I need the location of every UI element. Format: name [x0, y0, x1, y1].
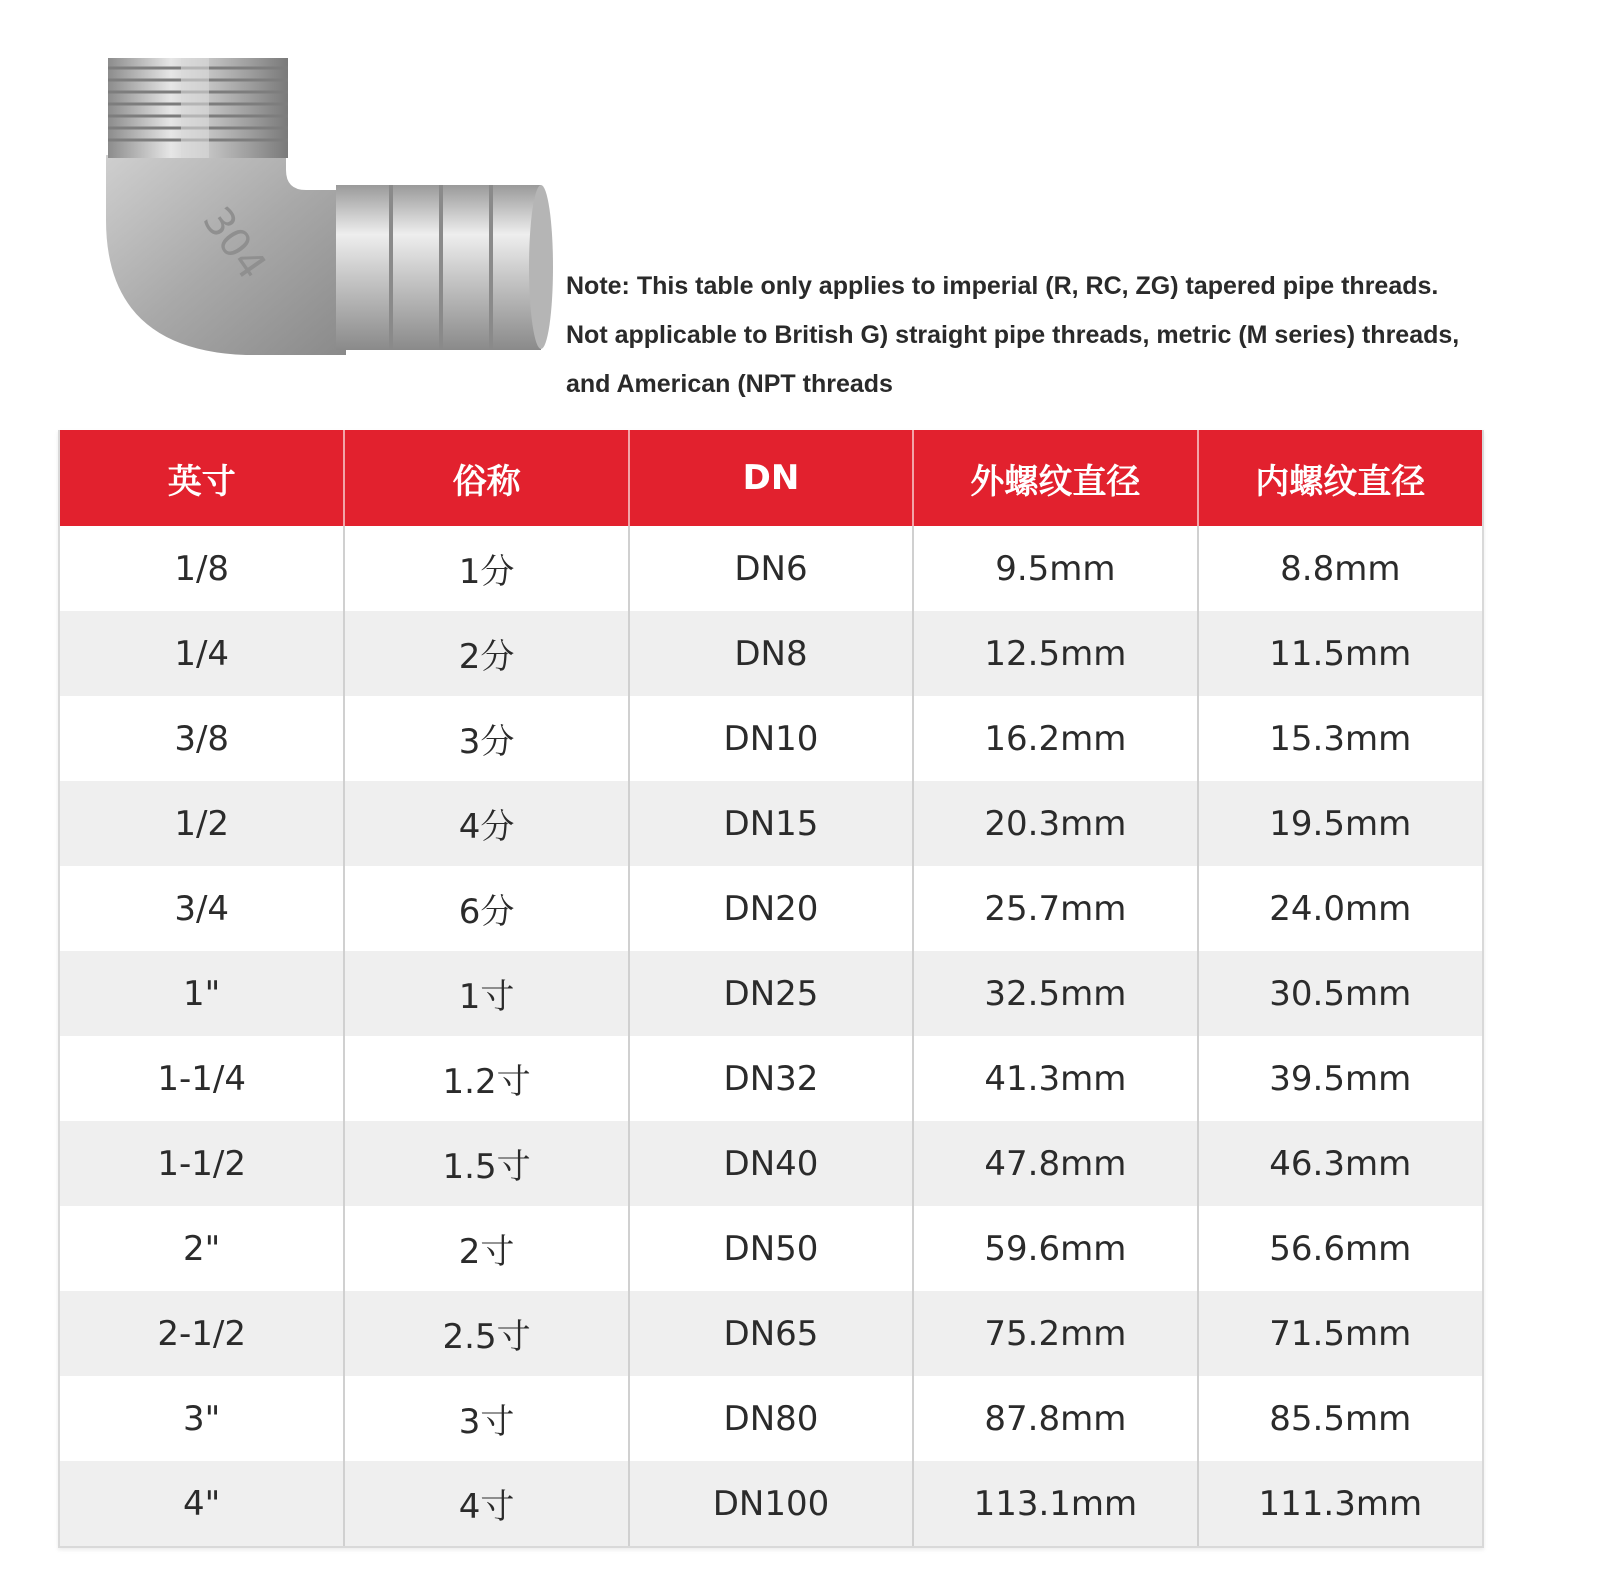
cell-inner-diameter: 56.6mm	[1198, 1206, 1482, 1291]
header-inner-thread-diameter: 内螺纹直径	[1198, 430, 1482, 526]
table-row	[60, 781, 1482, 866]
cell-inch: 2-1/2	[60, 1291, 344, 1376]
cell-dn: DN50	[629, 1206, 913, 1291]
cell-outer-diameter: 59.6mm	[913, 1206, 1197, 1291]
cell-dn: DN100	[629, 1461, 913, 1546]
cell-inner-diameter: 11.5mm	[1198, 611, 1482, 696]
table-row	[60, 1121, 1482, 1206]
cell-inner-diameter: 111.3mm	[1198, 1461, 1482, 1546]
table-row	[60, 611, 1482, 696]
cell-inner-diameter: 30.5mm	[1198, 951, 1482, 1036]
cell-inner-diameter: 19.5mm	[1198, 781, 1482, 866]
cell-dn: DN20	[629, 866, 913, 951]
table-row	[60, 696, 1482, 781]
cell-dn: DN65	[629, 1291, 913, 1376]
cell-dn: DN32	[629, 1036, 913, 1121]
cell-dn: DN40	[629, 1121, 913, 1206]
marking-304: 304	[193, 198, 275, 288]
cell-dn: DN80	[629, 1376, 913, 1461]
cell-common-name: 3分	[344, 696, 628, 781]
cell-outer-diameter: 32.5mm	[913, 951, 1197, 1036]
cell-common-name: 6分	[344, 866, 628, 951]
cell-outer-diameter: 9.5mm	[913, 526, 1197, 611]
cell-outer-diameter: 25.7mm	[913, 866, 1197, 951]
cell-dn: DN8	[629, 611, 913, 696]
cell-inner-diameter: 46.3mm	[1198, 1121, 1482, 1206]
cell-common-name: 3寸	[344, 1376, 628, 1461]
cell-inch: 3/8	[60, 696, 344, 781]
thread-size-table	[58, 430, 1484, 1548]
cell-common-name: 2.5寸	[344, 1291, 628, 1376]
table-row	[60, 866, 1482, 951]
cell-outer-diameter: 87.8mm	[913, 1376, 1197, 1461]
elbow-fitting-image	[96, 50, 556, 370]
header-common-name: 俗称	[344, 430, 628, 526]
cell-dn: DN25	[629, 951, 913, 1036]
table-header-row	[60, 430, 1482, 526]
cell-dn: DN6	[629, 526, 913, 611]
note-text	[566, 262, 1586, 409]
table-row	[60, 526, 1482, 611]
cell-inner-diameter: 71.5mm	[1198, 1291, 1482, 1376]
cell-common-name: 1寸	[344, 951, 628, 1036]
cell-inch: 1/4	[60, 611, 344, 696]
cell-outer-diameter: 12.5mm	[913, 611, 1197, 696]
cell-inch: 1/8	[60, 526, 344, 611]
cell-outer-diameter: 113.1mm	[913, 1461, 1197, 1546]
table-row	[60, 1376, 1482, 1461]
cell-inner-diameter: 8.8mm	[1198, 526, 1482, 611]
cell-inch: 2"	[60, 1206, 344, 1291]
cell-common-name: 4分	[344, 781, 628, 866]
table-row	[60, 1036, 1482, 1121]
cell-common-name: 1.2寸	[344, 1036, 628, 1121]
header-inch: 英寸	[60, 430, 344, 526]
cell-inch: 1/2	[60, 781, 344, 866]
cell-common-name: 2寸	[344, 1206, 628, 1291]
table-row	[60, 1206, 1482, 1291]
cell-inner-diameter: 39.5mm	[1198, 1036, 1482, 1121]
note-line-1: Note: This table only applies to imperial (R, RC, ZG) tapered pipe threads.	[566, 272, 1439, 300]
cell-outer-diameter: 20.3mm	[913, 781, 1197, 866]
table-row	[60, 1291, 1482, 1376]
note-line-3: and American (NPT threads	[566, 370, 893, 398]
cell-inch: 1"	[60, 951, 344, 1036]
cell-outer-diameter: 41.3mm	[913, 1036, 1197, 1121]
cell-inner-diameter: 24.0mm	[1198, 866, 1482, 951]
cell-outer-diameter: 16.2mm	[913, 696, 1197, 781]
cell-inch: 1-1/4	[60, 1036, 344, 1121]
table-row	[60, 951, 1482, 1036]
cell-common-name: 2分	[344, 611, 628, 696]
cell-common-name: 1分	[344, 526, 628, 611]
cell-dn: DN15	[629, 781, 913, 866]
cell-dn: DN10	[629, 696, 913, 781]
cell-inch: 3"	[60, 1376, 344, 1461]
cell-inner-diameter: 85.5mm	[1198, 1376, 1482, 1461]
cell-inner-diameter: 15.3mm	[1198, 696, 1482, 781]
cell-inch: 1-1/2	[60, 1121, 344, 1206]
cell-common-name: 4寸	[344, 1461, 628, 1546]
header-outer-thread-diameter: 外螺纹直径	[913, 430, 1197, 526]
cell-outer-diameter: 75.2mm	[913, 1291, 1197, 1376]
table-row	[60, 1461, 1482, 1546]
header-dn: DN	[629, 430, 913, 526]
cell-common-name: 1.5寸	[344, 1121, 628, 1206]
cell-outer-diameter: 47.8mm	[913, 1121, 1197, 1206]
cell-inch: 4"	[60, 1461, 344, 1546]
cell-inch: 3/4	[60, 866, 344, 951]
note-line-2: Not applicable to British G) straight pipe threads, metric (M series) threads,	[566, 321, 1460, 349]
